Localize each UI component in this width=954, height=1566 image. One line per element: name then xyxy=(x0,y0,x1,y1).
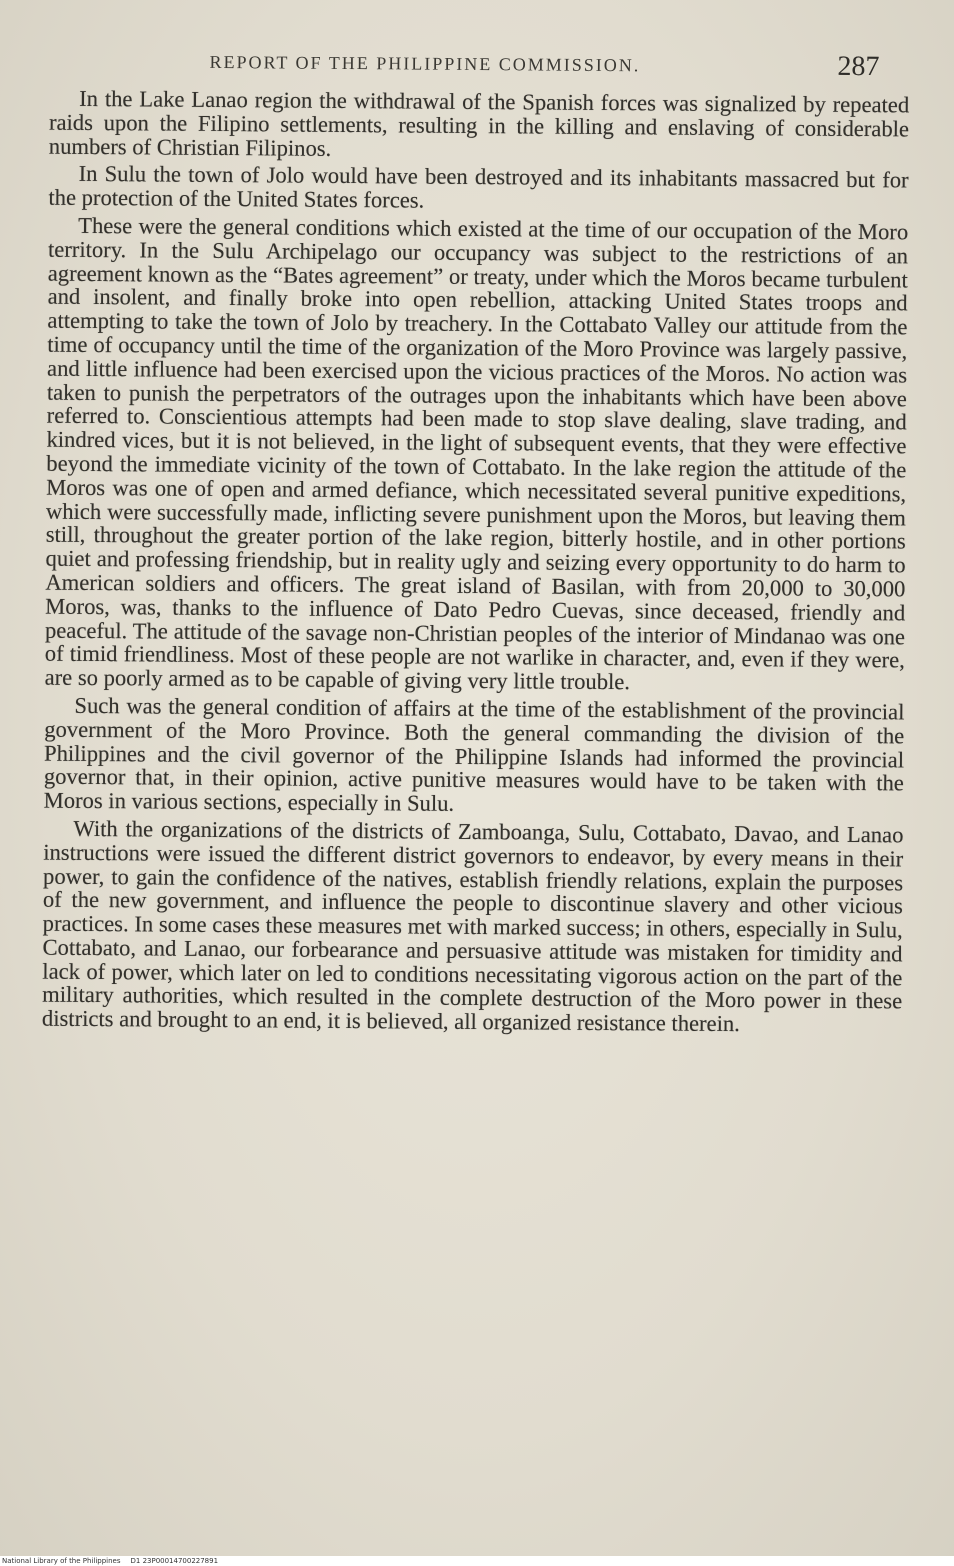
body-text xyxy=(42,87,909,1042)
footer-identifier: D1 23P00014700227891 xyxy=(130,1557,219,1565)
paragraph-sulu-jolo: In Sulu the town of Jolo would have been destroyed and its inhabitants massacred but for the protection of the United States forces. xyxy=(48,161,909,213)
footer-library: National Library of the Philippines xyxy=(2,1557,121,1565)
paragraph-provincial-government: Such was the general condition of affairs at the time of the establishment of the provincial government of the Moro Province. Both the general commanding the division of the Philippines and the civil governor of the Philippine Islands had informed the provincial governor that, in their opinion, active punitive measures would have to be taken with the Moros in various sections, especially in Sulu. xyxy=(43,692,905,816)
paragraph-district-organizations: With the organizations of the districts of Zamboanga, Sulu, Cottabato, Davao, and Lanao instructions were issued the different district governors to endeavor, by every means in their power, to gain the confidence of the natives, establish friendly relations, explain the purposes of the new government, and influence the people to discontinue slavery and other vicious practices. In some cases these measures met with marked success; in others, especially in Sulu, Cottabato, and Lanao, our forbearance and persuasive attitude was mistaken for timidity and lack of power, which later on led to conditions necessitating vigorous action on the part of the military authorities, which resulted in the complete destruction of the Moro power in these districts and brought to an end, it is believed, all organized resistance therein. xyxy=(41,815,904,1037)
footer-strip xyxy=(0,1556,954,1566)
paragraph-general-conditions: These were the general conditions which existed at the time of our occupation of the Moro territory. In the Sulu Archipelago our occupancy was subject to the restrictions of an agreement known as the “Bates agreement” or treaty, under which the Moros became turbulent and insolent, and finally broke into open rebellion, attacking United States troops and attempting to take the town of Jolo by treachery. In the Cottabato Valley our attitude from the time of occupancy until the time of the organization of the Moro Province was largely passive, and little influence had been exercised upon the vicious practices of the Moros. No action was taken to punish the perpetrators of the outrages upon the inhabitants which have been above referred to. Conscientious attempts had been made to stop slave dealing, slave trading, and kindred vices, but it is not believed, in the light of subsequent events, that they were effective beyond the immediate vicinity of the town of Cottabato. In the lake region the attitude of the Moros was one of open and armed defiance, which necessitated several punitive expeditions, which were successfully made, inflicting severe punishment upon the Moros, but leaving them still, throughout the greater portion of the lake region, bitterly hostile, and in other portions quiet and professing friendship, but in reality ugly and seizing every opportunity to do harm to American soldiers and officers. The great island of Basilan, with from 20,000 to 30,000 Moros, was, thanks to the influence of Dato Pedro Cuevas, since deceased, friendly and peaceful. The attitude of the savage non-Christian peoples of the interior of Mindanao was one of timid friendliness. Most of these people are not warlike in character, and, even if they were, are so poorly armed as to be capable of giving very little trouble. xyxy=(44,212,909,695)
running-title: REPORT OF THE PHILIPPINE COMMISSION. xyxy=(209,51,641,76)
paragraph-lake-lanao: In the Lake Lanao region the withdrawal of the Spanish forces was signalized by repeated raids upon the Filipino settlements, resulting in the killing and enslaving of considerable numbers of Christian Filipinos. xyxy=(48,85,910,161)
page-number: 287 xyxy=(837,50,880,83)
